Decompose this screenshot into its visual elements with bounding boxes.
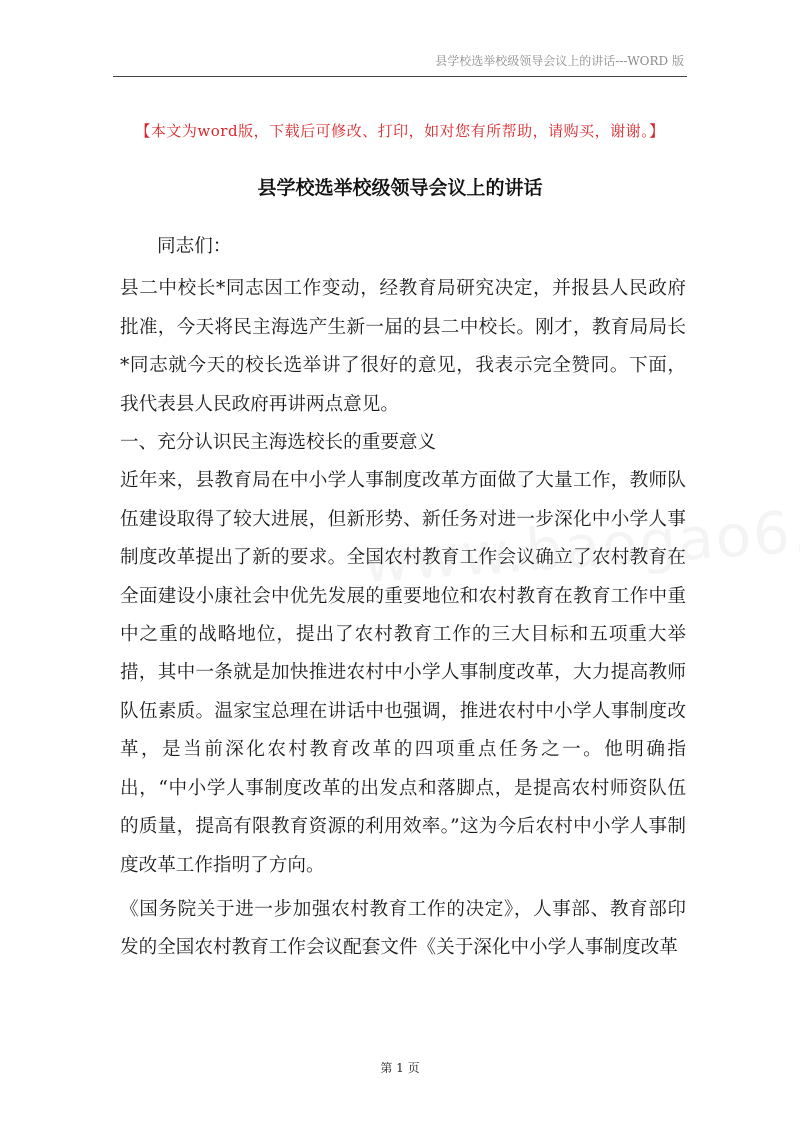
purchase-notice: 【本文为word版，下载后可修改、打印，如对您有所帮助，请购买，谢谢。】 — [135, 122, 665, 140]
paragraph-intro: 县二中校长*同志因工作变动，经教育局研究决定，并报县人民政府批准，今天将民主海选产生新一届的县二中校长。刚才，教育局局长*同志就今天的校长选举讲了很好的意见，我表示完全赞同。下面，我代表县人民政府再讲两点意见。 — [120, 278, 686, 415]
greeting: 同志们： — [157, 236, 232, 257]
paragraph-state-council: 《国务院关于进一步加强农村教育工作的决定》，人事部、教育部印发的全国农村教育工作会议配套文件《关于深化中小学人事制度改革 — [120, 898, 686, 959]
document-title: 县学校选举校级领导会议上的讲话 — [257, 177, 543, 199]
paragraph-reform: 近年来，县教育局在中小学人事制度改革方面做了大量工作，教师队伍建设取得了较大进展，但新形势、新任务对进一步深化中小学人事制度改革提出了新的要求。全国农村教育工作会议确立了农村教育在全面建设小康社会中优先发展的重要地位和农村教育在教育工作中重中之重的战略地位，提出了农村教育工作的三大目标和五项重大举措，其中一条就是加快推进农村中小学人事制度改革，大力提高教师队伍素质。温家宝总理在讲话中也强调，推进农村中小学人事制度改革，是当前深化农村教育改革的四项重点任务之一。他明确指出，“中小学人事制度改革的出发点和落脚点，是提高农村师资队伍的质量，提高有限教育资源的利用效率。”这为今后农村中小学人事制度改革工作指明了方向。 — [120, 470, 686, 876]
document-body — [120, 228, 686, 968]
header-divider — [113, 76, 687, 77]
section-heading-1: 一、充分认识民主海选校长的重要意义 — [120, 432, 437, 454]
page-number: 第 1 页 — [380, 1061, 420, 1075]
running-header: 县学校选举校级领导会议上的讲话---WORD 版 — [435, 54, 684, 68]
